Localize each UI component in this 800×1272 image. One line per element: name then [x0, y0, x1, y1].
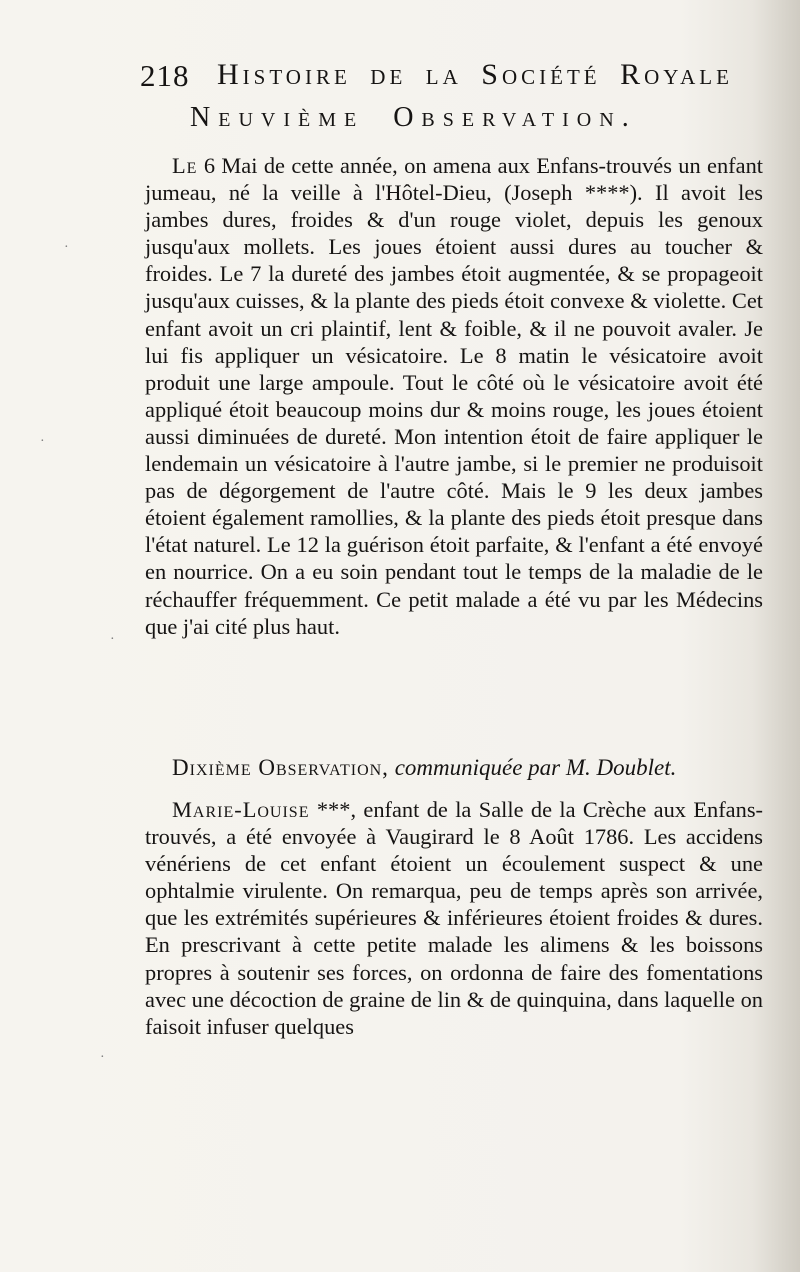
observation-10-heading	[172, 755, 676, 781]
observation-9-heading: Neuvième Observation.	[190, 102, 637, 133]
page-number: 218	[140, 58, 190, 93]
observation-10-body: ***, enfant de la Salle de la Crèche aux Enfans-trouvés, a été envoyée à Vaugirard le 8 Août 1786. Les accidens vénériens de cet enfant étoient un écoulement suspect & une ophtalmie virulente. On remarqua, peu de temps après son arrivée, que les extrémités supérieures & inférieures étoient froides & dures. En prescrivant à cette petite malade les alimens & les boissons propres à soutenir ses forces, on ordonna de faire des fomentations avec une décoction de graine de lin & de quinquina, dans laquelle on faisoit infuser quelques	[145, 797, 763, 1039]
running-title: Histoire de la Société Royale	[217, 58, 733, 91]
observation-10-heading-label: Dixième Observation,	[172, 755, 389, 780]
margin-speck: ·	[100, 1050, 105, 1065]
margin-speck: ·	[110, 632, 115, 647]
observation-10-attribution: communiquée par M. Doublet.	[394, 755, 677, 780]
observation-10-lead: Marie-Louise	[172, 797, 310, 822]
observation-9-paragraph	[145, 152, 763, 640]
margin-speck: ·	[64, 240, 69, 255]
observation-10-paragraph	[145, 796, 763, 1040]
observation-9-lead: Le	[172, 153, 198, 178]
running-head	[140, 58, 733, 98]
margin-speck: ·	[40, 434, 45, 449]
observation-9-body: 6 Mai de cette année, on amena aux Enfans-trouvés un enfant jumeau, né la veille à l'Hôtel-Dieu, (Joseph ****). Il avoit les jambes dures, froides & d'un rouge violet, depuis les genoux jusqu'aux mollets. Les joues étoient aussi dures au toucher & froides. Le 7 la dureté des jambes étoit augmentée, & se propageoit jusqu'aux cuisses, & la plante des pieds étoit convexe & violette. Cet enfant avoit un cri plaintif, lent & foible, & il ne pouvoit avaler. Je lui fis appliquer un vésicatoire. Le 8 matin le vésicatoire avoit produit une large ampoule. Tout le côté où le vésicatoire avoit été appliqué étoit beaucoup moins dur & moins rouge, les joues étoient aussi diminuées de dureté. Mon intention étoit de faire appliquer le lendemain un vésicatoire à l'autre jambe, si le premier ne produisoit pas de dégorgement de l'autre côté. Mais le 9 les deux jambes étoient également ramollies, & la plante des pieds étoit presque dans l'état naturel. Le 12 la guérison étoit parfaite, & l'enfant a été envoyé en nourrice. On a eu soin pendant tout le temps de la maladie de le réchauffer fréquemment. Ce petit malade a été vu par les Médecins que j'ai cité plus haut.	[145, 153, 763, 639]
